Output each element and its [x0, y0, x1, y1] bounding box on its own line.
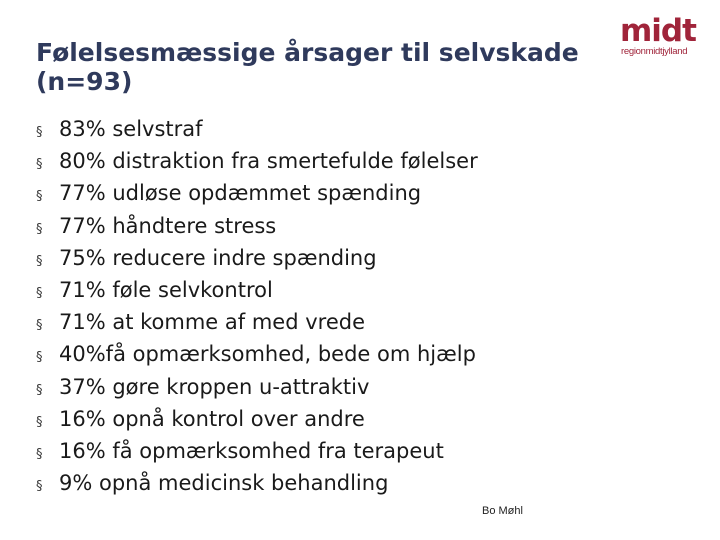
author-footer: Bo Møhl [482, 505, 523, 517]
list-item-text: 9% opnå medicinsk behandling [59, 471, 389, 496]
list-item-text: 16% få opmærksomhed fra terapeut [59, 438, 444, 463]
list-item [36, 435, 478, 467]
list-item [36, 113, 478, 145]
list-item [36, 242, 478, 274]
list-item [36, 467, 478, 499]
list-item-text: 77% udløse opdæmmet spænding [59, 181, 422, 206]
bullet-icon: § [36, 382, 43, 398]
list-item [36, 274, 478, 306]
list-item-text: 83% selvstraf [59, 117, 203, 141]
list-item [36, 177, 478, 209]
logo-wordmark: midt [620, 13, 696, 49]
slide-title-line-2: (n=93) [36, 67, 133, 96]
list-item-text: 71% at komme af med vrede [59, 310, 365, 335]
list-item-text: 40%få opmærksomhed, bede om hjælp [59, 342, 476, 367]
bullet-icon: § [36, 350, 43, 366]
list-item [36, 338, 478, 370]
slide-title [36, 38, 579, 96]
slide-title-line-1: Følelsesmæssige årsager til selvskade [36, 38, 579, 67]
list-item [36, 371, 478, 403]
list-item-text: 80% distraktion fra smertefulde følelser [59, 149, 478, 174]
bullet-icon: § [36, 157, 43, 173]
bullet-icon: § [36, 221, 43, 237]
list-item [36, 145, 478, 177]
bullet-icon: § [36, 125, 43, 140]
logo-subtitle: regionmidtjylland [621, 46, 688, 57]
list-item-text: 16% opnå kontrol over andre [59, 406, 365, 431]
list-item [36, 210, 478, 242]
bullet-icon: § [36, 189, 43, 205]
bullet-icon: § [36, 414, 43, 430]
list-item-text: 75% reducere indre spænding [59, 245, 377, 270]
bullet-icon: § [36, 285, 43, 301]
bullet-icon: § [36, 479, 43, 495]
list-item-text: 37% gøre kroppen u-attraktiv [59, 374, 370, 399]
bullet-icon: § [36, 253, 43, 269]
bullet-list [36, 113, 478, 499]
list-item-text: 71% føle selvkontrol [59, 277, 273, 302]
list-item [36, 403, 478, 435]
bullet-icon: § [36, 446, 43, 462]
list-item-text: 77% håndtere stress [59, 213, 277, 238]
bullet-icon: § [36, 318, 43, 334]
list-item [36, 306, 478, 338]
region-midtjylland-logo [620, 14, 712, 60]
